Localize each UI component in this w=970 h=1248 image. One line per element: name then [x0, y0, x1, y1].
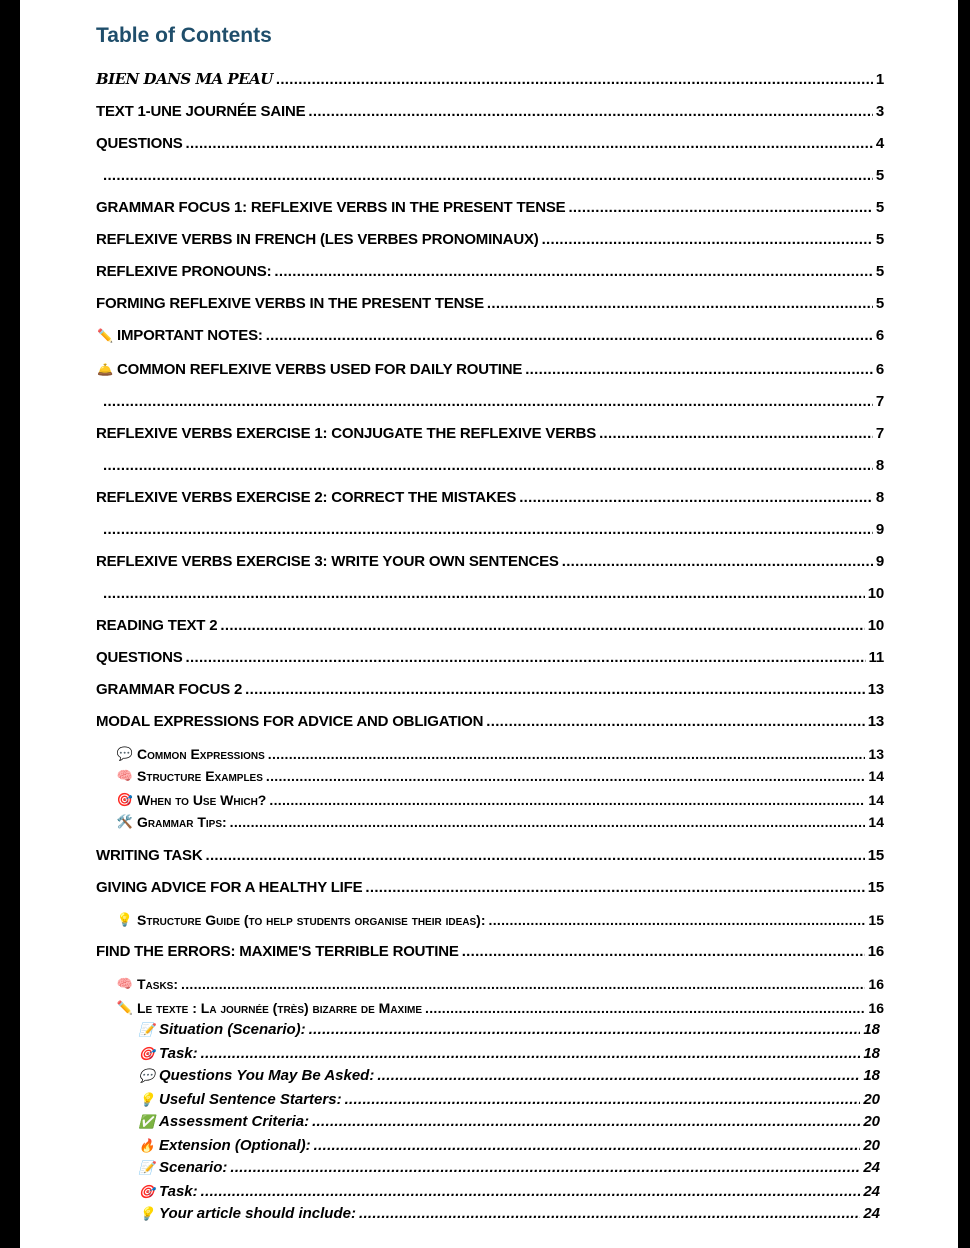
dot-leader: [308, 104, 872, 120]
toc-entry[interactable]: [100, 164, 884, 184]
toc-entry[interactable]: [138, 1042, 880, 1062]
toc-entry-label: Structure Guide (to help students organise their ideas):: [137, 912, 486, 928]
toc-entry[interactable]: [116, 810, 884, 830]
dot-leader: [314, 1138, 861, 1154]
fire-icon: 🔥: [138, 1138, 156, 1153]
dot-leader: [489, 912, 866, 928]
tools-icon: 🛠️: [116, 814, 134, 829]
toc-entry-page-number: 14: [868, 768, 884, 784]
brain-icon: 🧠: [116, 768, 134, 783]
toc-entry-page-number: 20: [863, 1091, 880, 1108]
dot-leader: [103, 458, 873, 474]
memo-icon: 📝: [138, 1022, 156, 1037]
toc-entry-label: MODAL EXPRESSIONS FOR ADVICE AND OBLIGATION: [96, 713, 484, 730]
toc-entry[interactable]: [96, 196, 884, 216]
toc-entry-page-number: 15: [868, 912, 884, 928]
toc-entry[interactable]: [96, 100, 884, 120]
toc-entry-label: COMMON REFLEXIVE VERBS USED FOR DAILY ROUTINE: [117, 361, 523, 378]
toc-entry-label: Tasks:: [137, 976, 178, 992]
page-edge-right: [958, 0, 970, 1248]
toc-entry[interactable]: [96, 844, 884, 864]
toc-entry-label: GRAMMAR FOCUS 2: [96, 681, 243, 698]
toc-entry-label: Extension (Optional):: [159, 1137, 311, 1154]
toc-entry-label: TEXT 1-UNE JOURNÉE SAINE: [96, 103, 306, 120]
dot-leader: [599, 426, 873, 442]
target-icon: 🎯: [116, 792, 134, 807]
toc-entry[interactable]: [96, 422, 884, 442]
dot-leader: [103, 394, 873, 410]
dot-leader: [266, 768, 866, 784]
toc-entry[interactable]: [116, 908, 884, 928]
toc-entry[interactable]: [96, 678, 884, 698]
lightbulb-icon: 💡: [116, 912, 134, 927]
toc-entry-page-number: 5: [875, 199, 884, 216]
toc-entry-page-number: 11: [868, 649, 884, 666]
toc-entry-page-number: 24: [863, 1159, 880, 1176]
toc-entry-label: QUESTIONS: [96, 649, 183, 666]
dot-leader: [103, 586, 865, 602]
dot-leader: [562, 554, 873, 570]
toc-entry[interactable]: [138, 1110, 880, 1130]
toc-entry-label: Structure Examples: [137, 768, 263, 784]
toc-entry-page-number: 10: [867, 617, 884, 634]
toc-entry[interactable]: [96, 940, 884, 960]
toc-entry-page-number: 24: [863, 1183, 880, 1200]
target-icon: 🎯: [138, 1046, 156, 1061]
toc-entry-label: FIND THE ERRORS: MAXIME'S TERRIBLE ROUTINE: [96, 943, 459, 960]
dot-leader: [568, 200, 872, 216]
dot-leader: [220, 618, 864, 634]
toc-entry-label: BIEN DANS MA PEAU: [96, 70, 273, 88]
toc-entry-page-number: 14: [868, 792, 884, 808]
toc-entry[interactable]: [96, 228, 884, 248]
toc-entry[interactable]: [96, 68, 884, 88]
toc-entry-page-number: 20: [863, 1137, 880, 1154]
dot-leader: [309, 1022, 861, 1038]
speech-bubble-icon: 💬: [116, 746, 134, 761]
toc-entry-page-number: 13: [867, 681, 884, 698]
pencil-icon: ✏️: [97, 328, 113, 343]
dot-leader: [201, 1184, 861, 1200]
dot-leader: [186, 136, 873, 152]
toc-entry[interactable]: [100, 582, 884, 602]
toc-entry-page-number: 16: [868, 976, 884, 992]
toc-entry[interactable]: [100, 518, 884, 538]
document-page: [20, 0, 958, 1248]
toc-entry-label: REFLEXIVE VERBS EXERCISE 2: CORRECT THE MISTAKES: [96, 489, 517, 506]
dot-leader: [312, 1114, 860, 1130]
toc-entry[interactable]: [138, 1180, 880, 1200]
toc-entry-label: REFLEXIVE VERBS IN FRENCH (LES VERBES PRONOMINAUX): [96, 231, 539, 248]
toc-entry[interactable]: [96, 646, 884, 666]
toc-entry-page-number: 6: [875, 361, 884, 378]
toc-entry-label: QUESTIONS: [96, 135, 183, 152]
dot-leader: [519, 490, 873, 506]
toc-entry[interactable]: [96, 550, 884, 570]
toc-entry-label: Your article should include:: [159, 1205, 356, 1222]
toc-entry-page-number: 8: [875, 457, 884, 474]
toc-entry[interactable]: [96, 486, 884, 506]
dot-leader: [486, 714, 864, 730]
memo-icon: 📝: [138, 1160, 156, 1175]
toc-entry[interactable]: [96, 292, 884, 312]
toc-entry[interactable]: [138, 1088, 880, 1108]
lightbulb-icon: 💡: [138, 1206, 156, 1221]
toc-entry[interactable]: [96, 324, 884, 344]
toc-entry[interactable]: [138, 1202, 880, 1222]
toc-entry[interactable]: [116, 788, 884, 808]
toc-title: Table of Contents: [96, 24, 272, 47]
dot-leader: [274, 264, 872, 280]
dot-leader: [266, 328, 873, 344]
toc-entry-page-number: 9: [875, 521, 884, 538]
toc-entry-page-number: 8: [875, 489, 884, 506]
toc-entry[interactable]: [100, 390, 884, 410]
dot-leader: [230, 814, 866, 830]
toc-entry-page-number: 10: [867, 585, 884, 602]
toc-entry-label: When to Use Which?: [137, 792, 267, 808]
toc-entry[interactable]: [96, 260, 884, 280]
dot-leader: [268, 746, 866, 762]
dot-leader: [359, 1206, 860, 1222]
toc-entry-page-number: 18: [863, 1067, 880, 1084]
toc-entry-label: FORMING REFLEXIVE VERBS IN THE PRESENT TENSE: [96, 295, 484, 312]
toc-entry[interactable]: [96, 876, 884, 896]
dot-leader: [525, 362, 873, 378]
toc-entry-label: Task:: [159, 1045, 198, 1062]
toc-entry-label: REFLEXIVE VERBS EXERCISE 1: CONJUGATE THE REFLEXIVE VERBS: [96, 425, 597, 442]
toc-entry[interactable]: [138, 1064, 880, 1084]
toc-entry[interactable]: [138, 1018, 880, 1038]
dot-leader: [462, 944, 865, 960]
toc-entry[interactable]: [138, 1156, 880, 1176]
toc-entry-page-number: 5: [875, 231, 884, 248]
toc-entry-label: REFLEXIVE VERBS EXERCISE 3: WRITE YOUR OWN SENTENCES: [96, 553, 559, 570]
toc-entry-page-number: 4: [875, 135, 884, 152]
toc-entry-page-number: 7: [875, 393, 884, 410]
toc-entry-page-number: 5: [875, 167, 884, 184]
toc-entry[interactable]: [96, 132, 884, 152]
toc-entry-page-number: 16: [867, 943, 884, 960]
dot-leader: [269, 792, 865, 808]
toc-entry[interactable]: [116, 742, 884, 762]
dot-leader: [103, 522, 873, 538]
toc-entry-label: REFLEXIVE PRONOUNS:: [96, 263, 272, 280]
toc-entry-label: Situation (Scenario):: [159, 1021, 306, 1038]
toc-entry-page-number: 15: [867, 847, 884, 864]
toc-entry-page-number: 15: [867, 879, 884, 896]
toc-entry-label: GIVING ADVICE FOR A HEALTHY LIFE: [96, 879, 363, 896]
toc-entry-label: Questions You May Be Asked:: [159, 1067, 375, 1084]
dot-leader: [276, 72, 873, 88]
toc-entry[interactable]: [96, 710, 884, 730]
toc-entry-label: Le texte : La journée (très) bizarre de Maxime: [137, 1000, 423, 1016]
lightbulb-icon: 💡: [138, 1092, 156, 1107]
toc-entry-label: Task:: [159, 1183, 198, 1200]
toc-entry[interactable]: [96, 614, 884, 634]
speech-bubble-icon: 💬: [138, 1068, 156, 1083]
toc-entry-page-number: 6: [875, 327, 884, 344]
toc-entry-page-number: 24: [863, 1205, 880, 1222]
toc-entry-label: WRITING TASK: [96, 847, 203, 864]
toc-entry[interactable]: [100, 454, 884, 474]
toc-entry-page-number: 14: [868, 814, 884, 830]
toc-entry-label: GRAMMAR FOCUS 1: REFLEXIVE VERBS IN THE PRESENT TENSE: [96, 199, 566, 216]
bell-icon: 🛎️: [97, 362, 113, 377]
dot-leader: [205, 848, 864, 864]
toc-entry-page-number: 13: [867, 713, 884, 730]
toc-entry-label: Assessment Criteria:: [159, 1113, 310, 1130]
dot-leader: [365, 880, 864, 896]
brain-icon: 🧠: [116, 976, 134, 991]
dot-leader: [103, 168, 873, 184]
check-mark-icon: ✅: [138, 1114, 156, 1129]
toc-entry-page-number: 7: [875, 425, 884, 442]
toc-entry[interactable]: [96, 358, 884, 378]
toc-entry-label: IMPORTANT NOTES:: [117, 327, 263, 344]
dot-leader: [186, 650, 866, 666]
dot-leader: [245, 682, 865, 698]
dot-leader: [181, 976, 865, 992]
toc-entry[interactable]: [116, 972, 884, 992]
toc-entry-page-number: 3: [875, 103, 884, 120]
toc-entry-label: Scenario:: [159, 1159, 228, 1176]
toc-entry-page-number: 16: [868, 1000, 884, 1016]
toc-entry-label: Grammar Tips:: [137, 814, 227, 830]
toc-entry-page-number: 13: [868, 746, 884, 762]
toc-entry[interactable]: [116, 996, 884, 1016]
toc-entry-page-number: 18: [863, 1045, 880, 1062]
dot-leader: [377, 1068, 860, 1084]
dot-leader: [201, 1046, 861, 1062]
page-edge-left: [0, 0, 20, 1248]
toc-entry-page-number: 18: [863, 1021, 880, 1038]
toc-entry-page-number: 20: [863, 1113, 880, 1130]
dot-leader: [345, 1092, 861, 1108]
dot-leader: [542, 232, 873, 248]
toc-entry[interactable]: [116, 764, 884, 784]
toc-entry-page-number: 1: [875, 71, 884, 88]
toc-entry-label: READING TEXT 2: [96, 617, 218, 634]
dot-leader: [487, 296, 873, 312]
target-icon: 🎯: [138, 1184, 156, 1199]
toc-entry-page-number: 5: [875, 295, 884, 312]
dot-leader: [425, 1000, 865, 1016]
toc-entry[interactable]: [138, 1134, 880, 1154]
toc-entry-label: Useful Sentence Starters:: [159, 1091, 342, 1108]
pencil-icon: ✏️: [116, 1000, 134, 1015]
dot-leader: [230, 1160, 860, 1176]
toc-entry-page-number: 5: [875, 263, 884, 280]
toc-entry-page-number: 9: [875, 553, 884, 570]
toc-entry-label: Common Expressions: [137, 746, 265, 762]
